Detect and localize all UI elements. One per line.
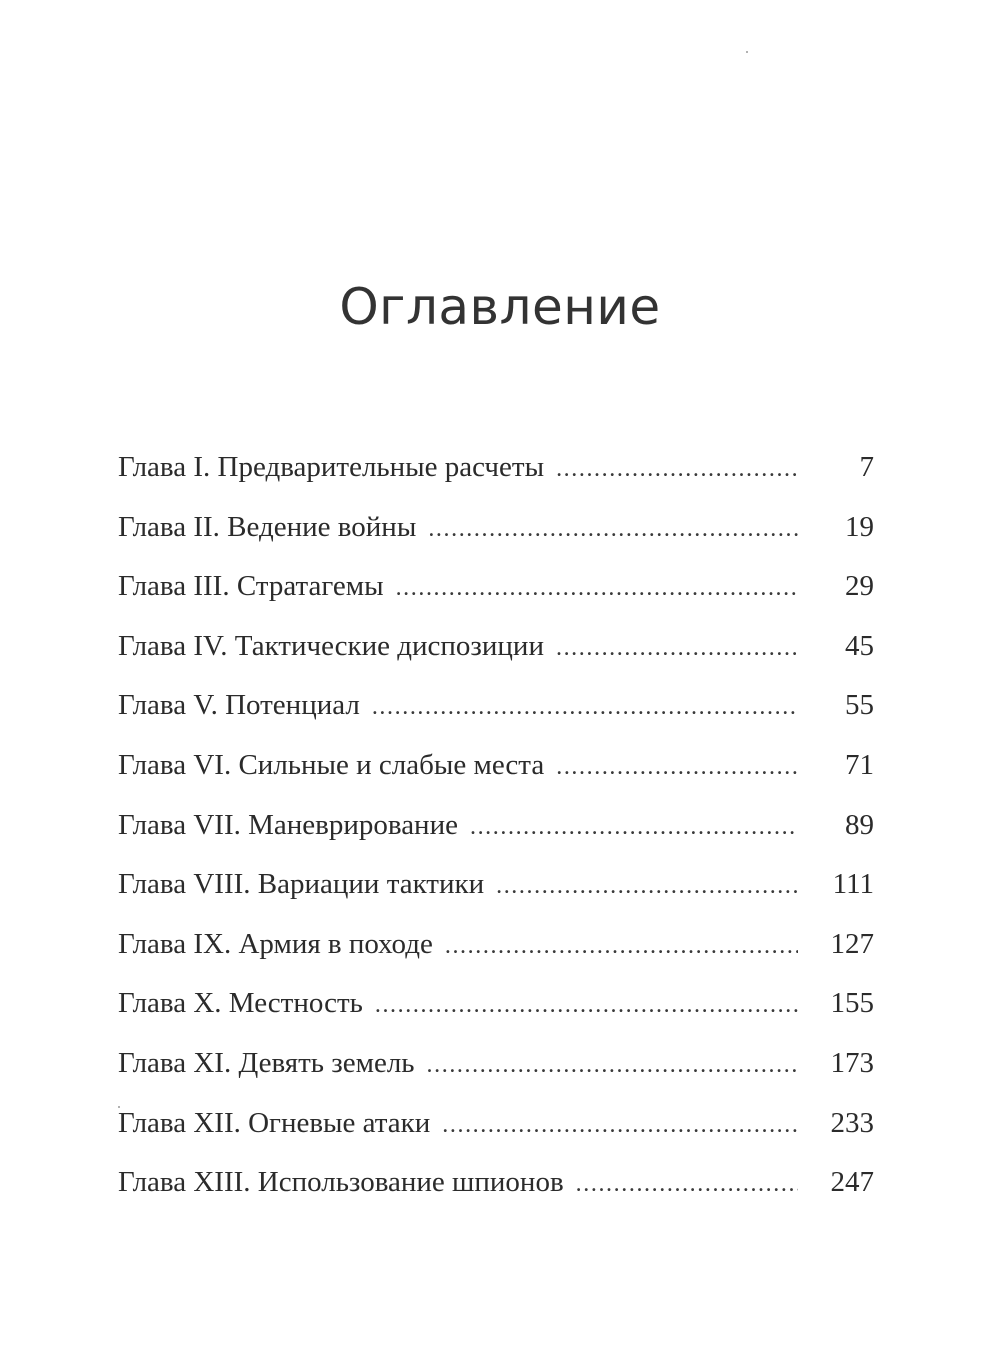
toc-entry-label: Глава VIII. Вариации тактики bbox=[118, 868, 485, 901]
table-of-contents bbox=[118, 451, 874, 1226]
toc-entry-page: 155 bbox=[830, 987, 874, 1020]
dust-speck bbox=[746, 51, 748, 53]
dot-leader bbox=[428, 516, 798, 543]
dot-leader bbox=[375, 992, 798, 1019]
toc-entry-label: Глава IV. Тактические диспозиции bbox=[118, 629, 544, 662]
toc-entry-page: 233 bbox=[830, 1106, 874, 1139]
toc-entry-label: Глава I. Предварительные расчеты bbox=[118, 451, 545, 483]
dot-leader bbox=[470, 814, 798, 841]
toc-entry-label: Глава X. Местность bbox=[118, 987, 363, 1020]
toc-entry-chapter-7 bbox=[118, 809, 874, 869]
toc-entry-chapter-1 bbox=[118, 451, 874, 511]
toc-entry-label: Глава VI. Сильные и слабые места bbox=[118, 748, 545, 781]
toc-entry-chapter-4 bbox=[118, 630, 874, 690]
toc-entry-page: 111 bbox=[832, 868, 874, 901]
toc-entry-chapter-11 bbox=[118, 1047, 874, 1107]
dot-leader bbox=[556, 754, 798, 781]
toc-entry-label: Глава V. Потенциал bbox=[118, 689, 360, 722]
toc-entry-chapter-5 bbox=[118, 689, 874, 749]
toc-entry-chapter-12 bbox=[118, 1107, 874, 1167]
dot-leader bbox=[556, 456, 798, 483]
toc-entry-label: Глава II. Ведение войны bbox=[118, 510, 417, 543]
dot-leader bbox=[396, 575, 798, 602]
toc-entry-label: Глава VII. Маневрирование bbox=[118, 808, 458, 841]
toc-entry-label: Глава IX. Армия в походе bbox=[118, 927, 433, 960]
toc-entry-page: 55 bbox=[845, 689, 874, 722]
toc-entry-label: Глава XI. Девять земель bbox=[118, 1046, 415, 1079]
toc-entry-page: 89 bbox=[845, 808, 874, 841]
toc-entry-chapter-6 bbox=[118, 749, 874, 809]
toc-entry-label: Глава III. Стратагемы bbox=[118, 570, 384, 603]
toc-entry-chapter-3 bbox=[118, 570, 874, 630]
dot-leader bbox=[372, 694, 798, 721]
dot-leader bbox=[576, 1171, 798, 1198]
toc-entry-page: 45 bbox=[845, 629, 874, 662]
dot-leader bbox=[445, 933, 798, 960]
dot-leader bbox=[427, 1052, 798, 1079]
toc-entry-page: 127 bbox=[830, 927, 874, 960]
toc-entry-label: Глава XII. Огневые атаки bbox=[118, 1106, 431, 1139]
toc-entry-chapter-8 bbox=[118, 868, 874, 928]
dot-leader bbox=[442, 1112, 798, 1139]
toc-entry-chapter-13 bbox=[118, 1166, 874, 1226]
toc-entry-page: 29 bbox=[845, 570, 874, 603]
toc-entry-chapter-2 bbox=[118, 511, 874, 571]
toc-entry-chapter-10 bbox=[118, 987, 874, 1047]
toc-entry-page: 71 bbox=[845, 748, 874, 781]
toc-entry-page: 173 bbox=[830, 1046, 874, 1079]
toc-entry-label: Глава XIII. Использование шпионов bbox=[118, 1166, 564, 1199]
page-title: Оглавление bbox=[339, 278, 661, 336]
toc-entry-chapter-9 bbox=[118, 928, 874, 988]
dot-leader bbox=[496, 873, 798, 900]
toc-entry-page: 7 bbox=[859, 451, 874, 483]
dot-leader bbox=[556, 635, 798, 662]
toc-entry-page: 247 bbox=[830, 1166, 874, 1199]
toc-entry-page: 19 bbox=[845, 510, 874, 543]
